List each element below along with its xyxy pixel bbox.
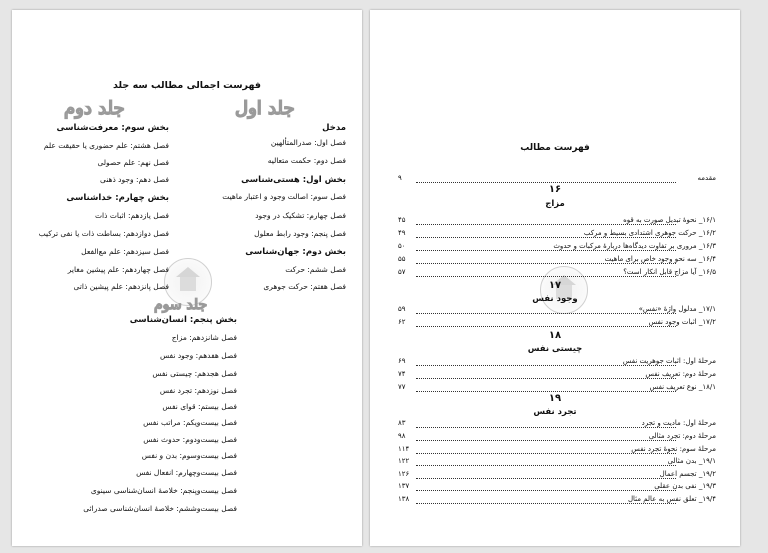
dot-leader <box>416 465 676 466</box>
vol2-entry: فصل نهم: علم حصولی <box>97 158 169 167</box>
vol3-entry: فصل بیست‌وپنجم: خلاصهٔ انسان‌شناسی سینوی <box>90 486 237 495</box>
vol3-entry: فصل بیست‌ویکم: مراتب نفس <box>143 418 237 427</box>
volume-one-label: جلد اول <box>235 98 295 119</box>
vol3-entry: فصل نوزدهم: تجرد نفس <box>159 386 237 395</box>
vol3-entry: فصل بیستم: قوای نفس <box>162 402 237 411</box>
vol2-entry: فصل چهاردهم: علم پیشین مغایر <box>67 265 169 274</box>
toc-row-text: ۱۹/۲_ تجسم اعمال <box>659 470 716 478</box>
vol3-entry: فصل هفدهم: وجود نفس <box>160 351 237 360</box>
dot-leader <box>416 478 676 479</box>
dot-leader <box>416 250 676 251</box>
toc-row-page: ۶۲ <box>398 318 406 326</box>
dot-leader <box>416 503 676 504</box>
toc-row <box>398 445 716 456</box>
vol2-entry: فصل پانزدهم: علم پیشین ذاتی <box>73 282 169 291</box>
toc-row-page: ۷۷ <box>398 383 406 391</box>
toc-row-page: ۶۹ <box>398 357 406 365</box>
volume-two-label: جلد دوم <box>64 98 125 119</box>
vol3-entry: فصل شانزدهم: مزاج <box>171 333 237 342</box>
dot-leader <box>416 440 676 441</box>
toc-row-text: ۱۶/۴_ سه نحو وجود خاص برای ماهیت <box>604 255 716 263</box>
vol3-entry: فصل بیست‌وسوم: بدن و نفس <box>141 451 237 460</box>
dot-leader <box>416 313 676 314</box>
toc-row-text: ۱۸/۱_ نوع تعریف نفس <box>649 383 716 391</box>
vol2-heading: بخش سوم: معرفت‌شناسی <box>56 123 169 133</box>
toc-row-page: ۸۳ <box>398 419 406 427</box>
section-number: ۱۷ <box>548 280 562 291</box>
toc-row-text: مرحلهٔ دوم: تجرد مثالی <box>648 432 716 440</box>
dot-leader <box>416 453 676 454</box>
vol3-entry: فصل بیست‌ودوم: حدوث نفس <box>143 435 237 444</box>
dot-leader <box>416 276 676 277</box>
toc-row-text: ۱۶/۵_ آیا مزاج قابل انکار است؟ <box>623 268 716 276</box>
vol2-entry: فصل دوازدهم: بساطت ذات یا نفی ترکیب <box>38 229 169 238</box>
toc-row-text: مرحلهٔ اول: مادیت و تجرد <box>641 419 716 427</box>
toc-row <box>398 255 716 266</box>
toc-row-page: ۵۰ <box>398 242 406 250</box>
vol1-entry: فصل ششم: حرکت <box>285 265 346 274</box>
dot-leader <box>416 378 676 379</box>
vol1-entry: فصل پنجم: وجود رابط معلول <box>254 229 346 238</box>
section-number: ۱۶ <box>548 184 562 195</box>
section-title: وجود نفس <box>532 294 578 304</box>
toc-row <box>398 419 716 430</box>
toc-row-page: ۱۲۲ <box>398 457 410 465</box>
dot-leader <box>416 326 676 327</box>
vol2-entry: فصل هشتم: علم حضوری یا حقیقت علم <box>43 141 169 150</box>
toc-row-page: ۵۷ <box>398 268 406 276</box>
vol1-entry: فصل دوم: حکمت متعالیه <box>267 156 346 165</box>
toc-row-page: ۱۳۸ <box>398 495 410 503</box>
vol1-entry: فصل هفتم: حرکت جوهری <box>263 282 346 291</box>
toc-row-page: ۴۵ <box>398 216 406 224</box>
toc-row <box>398 242 716 253</box>
toc-row-page: ۱۲۶ <box>398 470 410 478</box>
toc-row <box>398 495 716 506</box>
right-page <box>370 10 740 546</box>
toc-row-page: ۵۹ <box>398 305 406 313</box>
section-title: مزاج <box>545 199 565 209</box>
toc-row-text: ۱۶/۳_ مروری بر تفاوت دیدگاه‌ها دربارهٔ مرکبات و حدوث <box>553 242 716 250</box>
dot-leader <box>416 391 676 392</box>
toc-row-text: ۱۷/۲_ اثبات وجود نفس <box>648 318 716 326</box>
toc-row-text: مقدمه <box>697 174 716 182</box>
vol2-entry: فصل سیزدهم: علم مع‌الفعل <box>81 247 169 256</box>
dot-leader <box>416 365 676 366</box>
volume-three-label: جلد سوم <box>154 297 208 313</box>
dot-leader <box>416 263 676 264</box>
toc-row <box>398 305 716 316</box>
vol1-heading: مدخل <box>322 123 346 133</box>
toc-row <box>398 432 716 443</box>
toc-row-text: مرحلهٔ سوم: نحوهٔ تجرد نفس <box>631 445 716 453</box>
toc-row-text: ۱۹/۴_ تعلق نفس به عالم مثال <box>627 495 716 503</box>
toc-row-page: ۹۸ <box>398 432 406 440</box>
dot-leader <box>416 427 676 428</box>
toc-row-text: ۱۷/۱_ مدلول واژهٔ «نفس» <box>638 305 716 313</box>
vol2-entry: فصل دهم: وجود ذهنی <box>99 175 169 184</box>
left-page <box>12 10 362 546</box>
toc-row <box>398 457 716 468</box>
vol1-entry: فصل اول: صدرالمتألهین <box>270 138 346 147</box>
toc-row-page: ۴۹ <box>398 229 406 237</box>
toc-row <box>398 482 716 493</box>
vol2-heading: بخش چهارم: خداشناسی <box>66 193 169 203</box>
dot-leader <box>416 182 676 183</box>
toc-row-page: ۷۴ <box>398 370 406 378</box>
toc-row-text: ۱۹/۳_ نفی بدن عقلی <box>654 482 716 490</box>
toc-row <box>398 470 716 481</box>
toc-row-page: ۱۱۴ <box>398 445 410 453</box>
vol1-entry: فصل چهارم: تشکیک در وجود <box>255 211 346 220</box>
vol3-entry: فصل هجدهم: چیستی نفس <box>152 369 237 378</box>
toc-row <box>398 357 716 368</box>
vol1-entry: فصل سوم: اصالت وجود و اعتبار ماهیت <box>222 192 346 201</box>
vol1-heading: بخش اول: هستی‌شناسی <box>241 175 346 185</box>
dot-leader <box>416 237 676 238</box>
overview-title: فهرست اجمالی مطالب سه جلد <box>113 80 261 91</box>
toc-row-text: ۱۶/۲_ حرکت جوهری اشتدادی بسیط و مرکب <box>583 229 716 237</box>
toc-row-page: ۹ <box>398 174 402 182</box>
vol1-heading: بخش دوم: جهان‌شناسی <box>245 247 346 257</box>
toc-row-text: مرحلهٔ دوم: تعریف نفس <box>645 370 716 378</box>
vol2-entry: فصل یازدهم: اثبات ذات <box>95 211 169 220</box>
section-number: ۱۸ <box>548 330 562 341</box>
toc-row-text: مرحلهٔ اول: اثبات جوهریت نفس <box>622 357 716 365</box>
vol3-heading: بخش پنجم: انسان‌شناسی <box>129 315 237 325</box>
toc-row-text: ۱۹/۱_ بدن مثالی <box>667 457 716 465</box>
dot-leader <box>416 224 676 225</box>
section-title: تجرد نفس <box>533 407 577 417</box>
vol3-entry: فصل بیست‌وچهارم: انفعال نفس <box>136 468 237 477</box>
dot-leader <box>416 490 676 491</box>
section-title: چیستی نفس <box>527 344 583 354</box>
section-number: ۱۹ <box>548 393 562 404</box>
toc-row-page: ۵۵ <box>398 255 406 263</box>
toc-row <box>398 268 716 279</box>
toc-row <box>398 229 716 240</box>
toc-title: فهرست مطالب <box>520 143 590 153</box>
toc-row <box>398 216 716 227</box>
toc-row <box>398 318 716 329</box>
toc-row-page: ۱۳۷ <box>398 482 410 490</box>
toc-row <box>398 370 716 381</box>
vol3-entry: فصل بیست‌وششم: خلاصهٔ انسان‌شناسی صدرائی <box>83 504 237 513</box>
toc-row-text: ۱۶/۱_ نحوهٔ تبدیل صورت به قوه <box>623 216 716 224</box>
